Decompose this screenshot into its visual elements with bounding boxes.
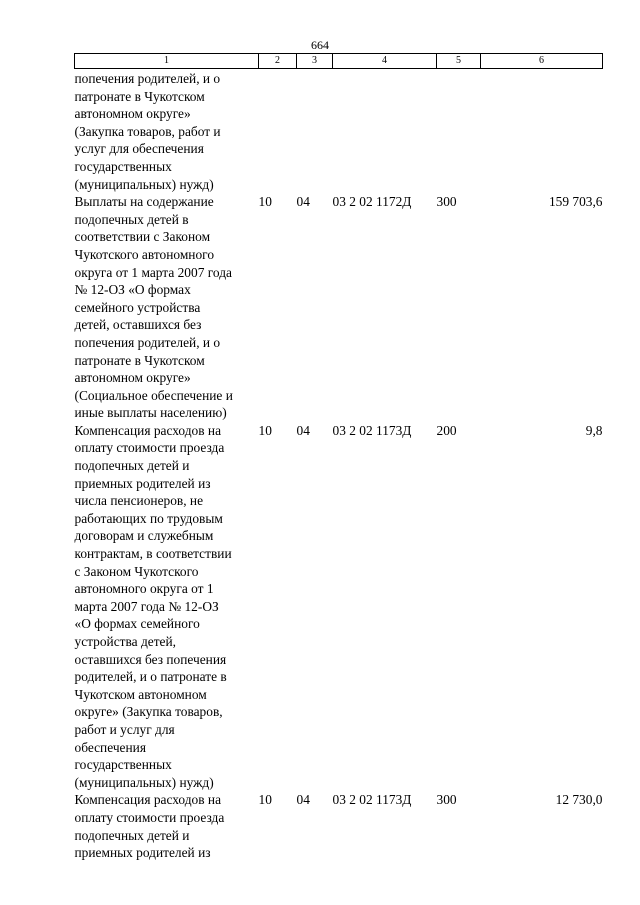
table-row <box>75 791 603 861</box>
column-header-3: 3 <box>297 54 333 69</box>
column-header-1: 1 <box>75 54 259 69</box>
row-amount <box>481 69 603 194</box>
row-target-article <box>333 69 437 194</box>
row-amount: 159 703,6 <box>548 194 603 210</box>
row-subsection: 04 <box>296 792 310 808</box>
row-section: 10 <box>258 194 272 210</box>
row-target-article: 03 2 02 1173Д <box>332 422 412 438</box>
row-section: 10 <box>258 422 272 438</box>
row-subsection <box>297 69 333 194</box>
table-row <box>75 69 603 194</box>
row-subsection: 04 <box>296 194 310 210</box>
row-section: 10 <box>258 792 272 808</box>
row-expense-type <box>437 69 481 194</box>
row-expense-type: 300 <box>436 194 457 210</box>
column-header-5: 5 <box>437 54 481 69</box>
row-amount: 9,8 <box>585 422 603 438</box>
column-header-6: 6 <box>481 54 603 69</box>
column-number-header-row <box>75 54 603 69</box>
row-target-article: 03 2 02 1173Д <box>332 792 412 808</box>
row-description: Выплаты на содержание подопечных детей в соответствии с Законом Чукотского автономного округа от 1 марта 2007 года № 12-ОЗ «О формах семейного устройства детей, оставшихся без попечения родителей, и о патронате в Чукотском автономном округе» (Социальное обеспечение и иные выплаты населению) <box>74 194 233 421</box>
row-description: Компенсация расходов на оплату стоимости проезда подопечных детей и приемных родителей из числа пенсионеров, не работающих по трудовым договорам и служебным контрактам, в соответствии с Законом Чукотского автономного округа от 1 марта 2007 года № 12-ОЗ «О формах семейного устройства детей, оставшихся без попечения родителей, и о патронате в Чукотском автономном округе» (Закупка товаров, работ и услуг для обеспечения государственных (муниципальных) нужд) <box>74 422 232 790</box>
budget-table <box>74 53 603 862</box>
row-subsection: 04 <box>296 422 310 438</box>
table-row <box>75 193 603 422</box>
column-header-2: 2 <box>259 54 297 69</box>
row-amount: 12 730,0 <box>555 792 603 808</box>
page-number: 664 <box>311 38 329 52</box>
column-header-4: 4 <box>333 54 437 69</box>
row-expense-type: 300 <box>436 792 457 808</box>
row-description: попечения родителей, и о патронате в Чукотском автономном округе» (Закупка товаров, работ и услуг для обеспечения государственных (муниципальных) нужд) <box>74 71 221 192</box>
table-row <box>75 422 603 791</box>
row-section <box>259 69 297 194</box>
row-description: Компенсация расходов на оплату стоимости проезда подопечных детей и приемных родителей из <box>74 792 225 861</box>
row-expense-type: 200 <box>436 422 457 438</box>
row-target-article: 03 2 02 1172Д <box>332 194 412 210</box>
